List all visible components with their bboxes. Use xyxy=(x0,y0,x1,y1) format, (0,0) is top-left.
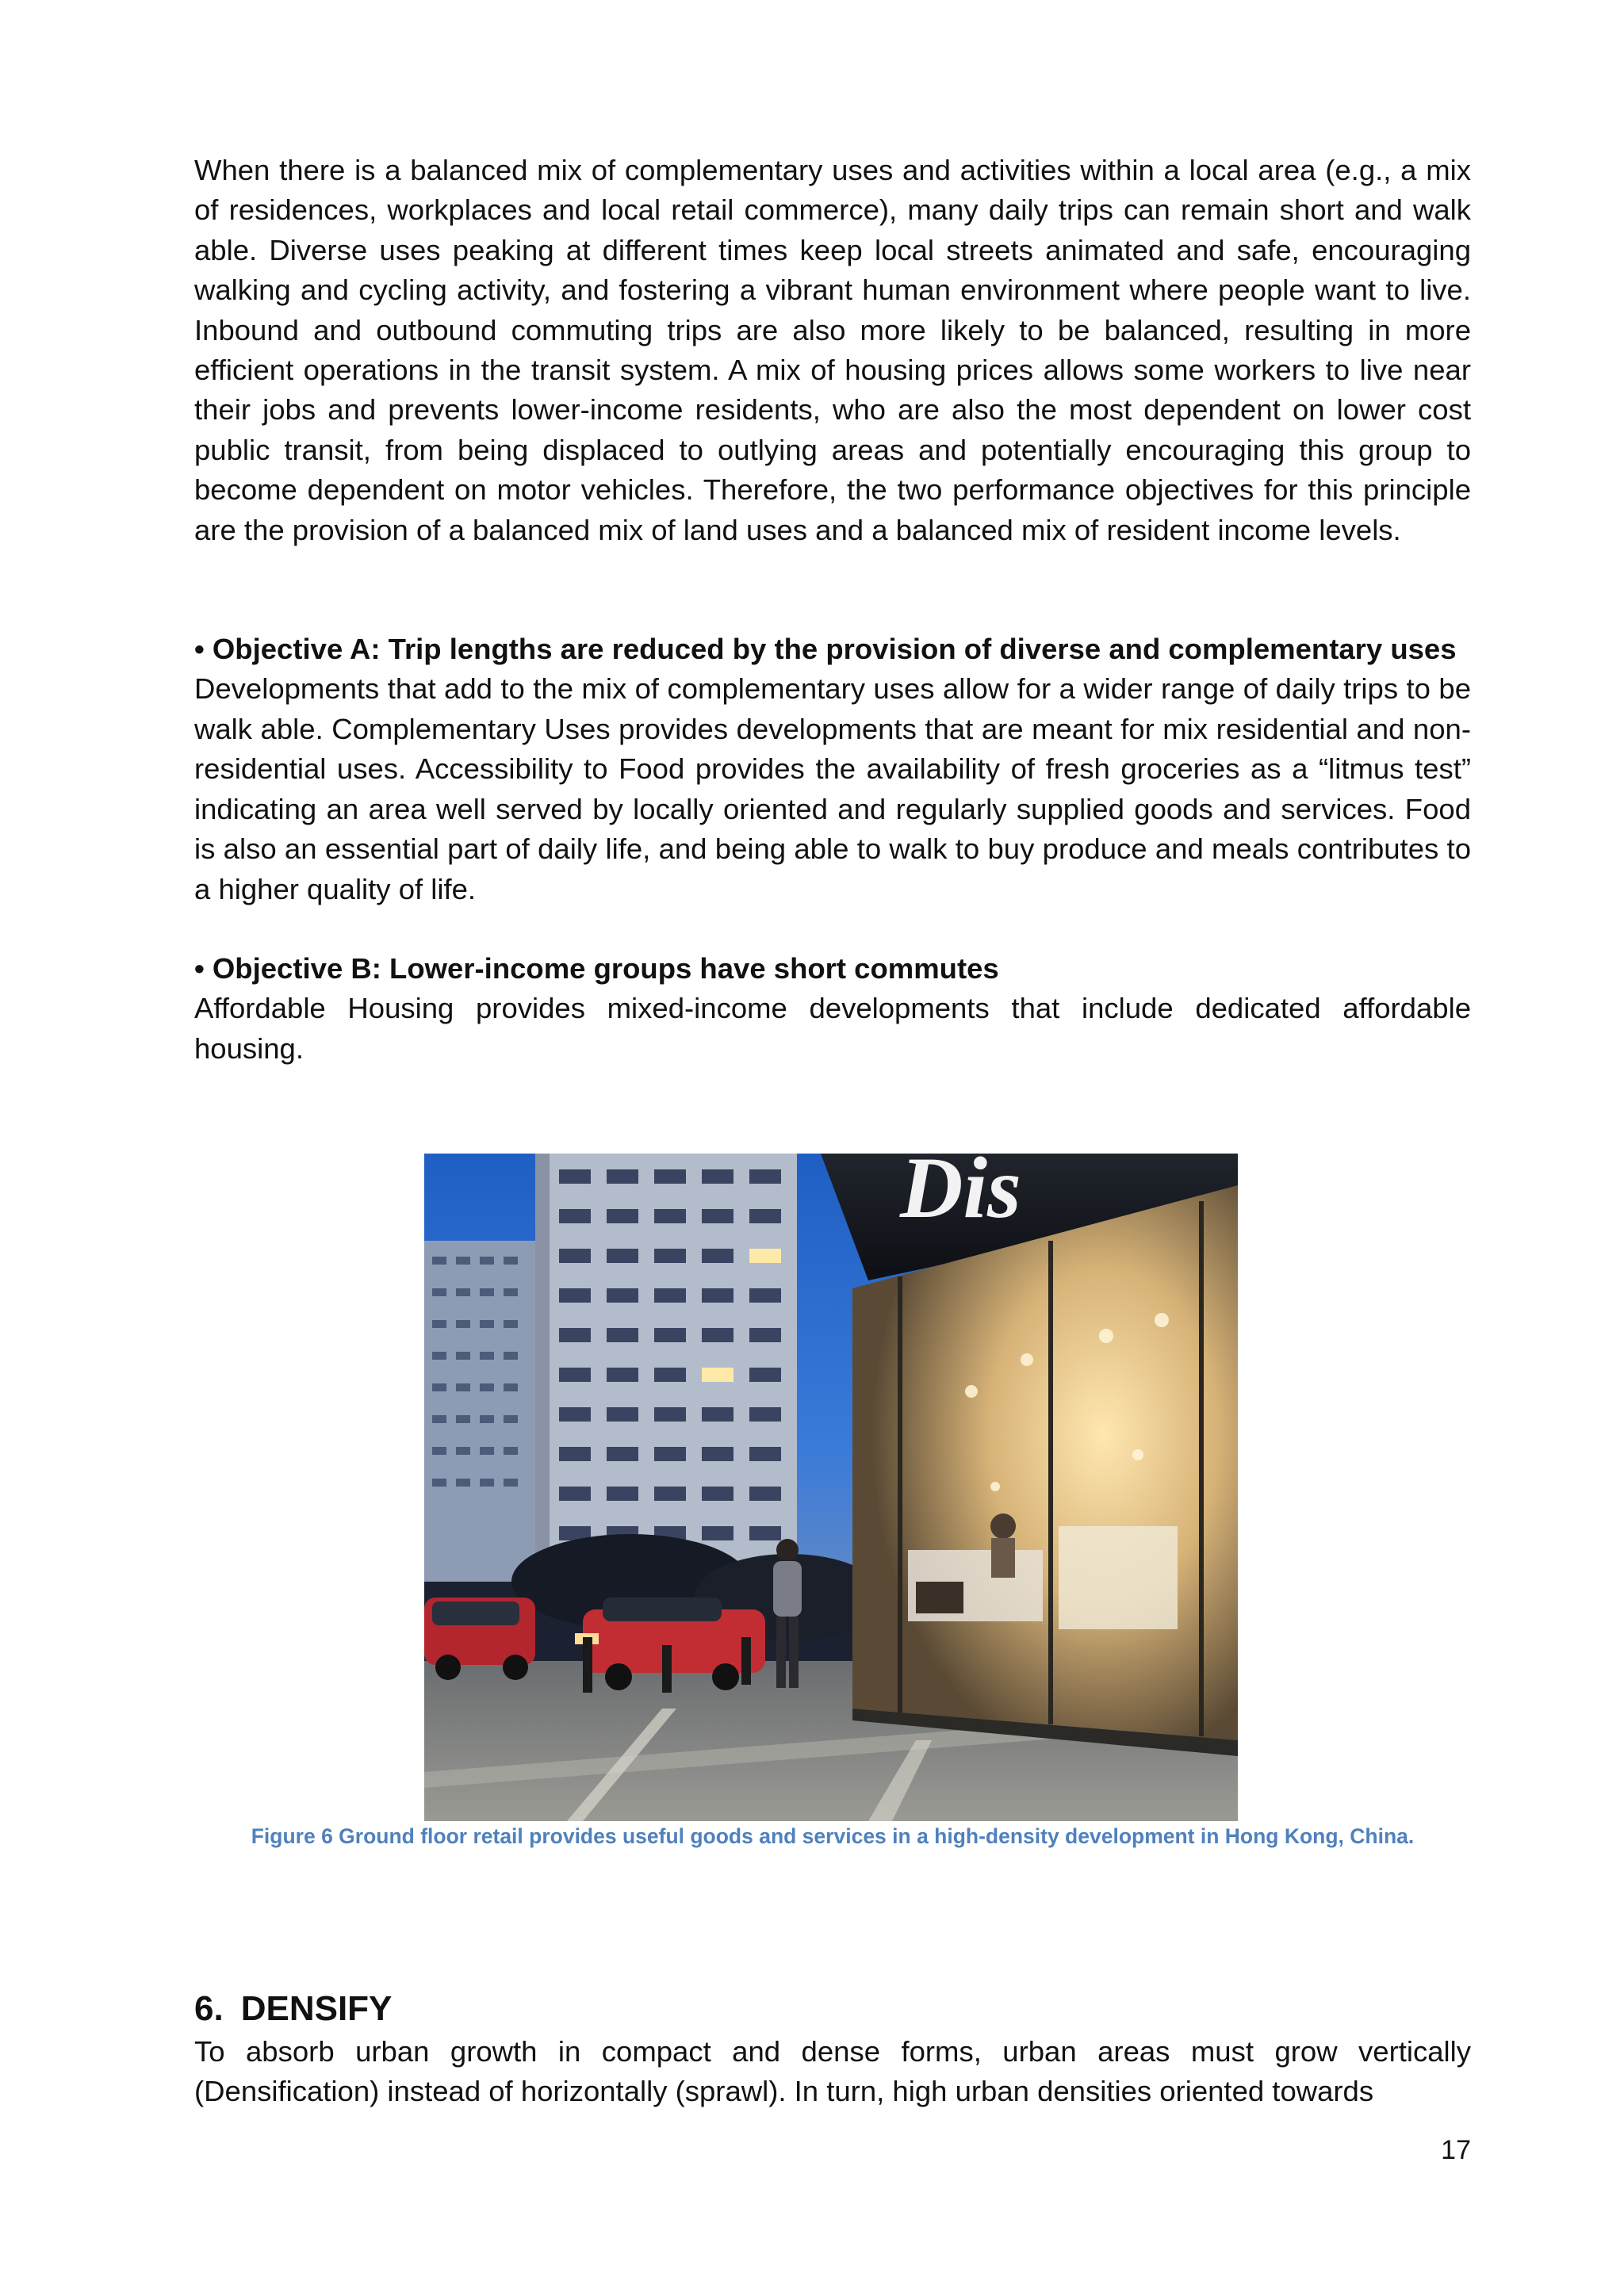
objective-a-heading: • Objective A: Trip lengths are reduced by the provision of diverse and complementary uses xyxy=(194,633,1457,666)
figure-caption: Figure 6 Ground floor retail provides useful goods and services in a high-density development in Hong Kong, China. xyxy=(251,1824,1415,1848)
page-number: 17 xyxy=(1441,2135,1471,2165)
objective-a-body: Developments that add to the mix of complementary uses allow for a wider range of daily trips to be walk able. Complementary Uses provides developments that are meant for mix residential and non-residential uses. Accessibility to Food provides the availability of fresh groceries as a “litmus test” indicating an area well served by locally oriented and regularly supplied goods and services. Food is also an essential part of daily life, and being able to walk to buy produce and meals contributes to a higher quality of life. xyxy=(194,672,1471,905)
objective-b-body: Affordable Housing provides mixed-income developments that include dedicated affordable housing. xyxy=(194,992,1471,1065)
densify-paragraph: To absorb urban growth in compact and dense forms, urban areas must grow vertically (Densification) instead of horizontally (sprawl). In turn, high urban densities oriented towards xyxy=(194,2035,1471,2108)
spacer xyxy=(194,550,1471,629)
figure-6-photo xyxy=(424,1154,1238,1821)
spacer xyxy=(194,909,1471,949)
section-heading xyxy=(194,1985,392,2033)
shop-sign: Dis xyxy=(900,1154,1021,1236)
section-number: 6. xyxy=(194,1989,224,2028)
intro-paragraph: When there is a balanced mix of complementary uses and activities within a local area (e.g., a mix of residences, workplaces and local retail commerce), many daily trips can remain short and walk able. Diverse uses peaking at different times keep local streets animated and safe, encouraging walking and cycling activity, and fostering a vibrant human environment where people want to live. Inbound and outbound commuting trips are also more likely to be balanced, resulting in more efficient operations in the transit system. A mix of housing prices allows some workers to live near their jobs and prevents lower-income residents, who are also the most dependent on lower cost public transit, from being displaced to outlying areas and potentially encouraging this group to become dependent on motor vehicles. Therefore, the two performance objectives for this principle are the provision of a balanced mix of land uses and a balanced mix of resident income levels. xyxy=(194,154,1471,546)
section-body xyxy=(194,2032,1471,2112)
section-title: DENSIFY xyxy=(240,1989,393,2028)
objective-b-heading: • Objective B: Lower-income groups have short commutes xyxy=(194,951,999,985)
main-content xyxy=(194,151,1471,1069)
street-scene-illustration xyxy=(424,1154,1238,1821)
